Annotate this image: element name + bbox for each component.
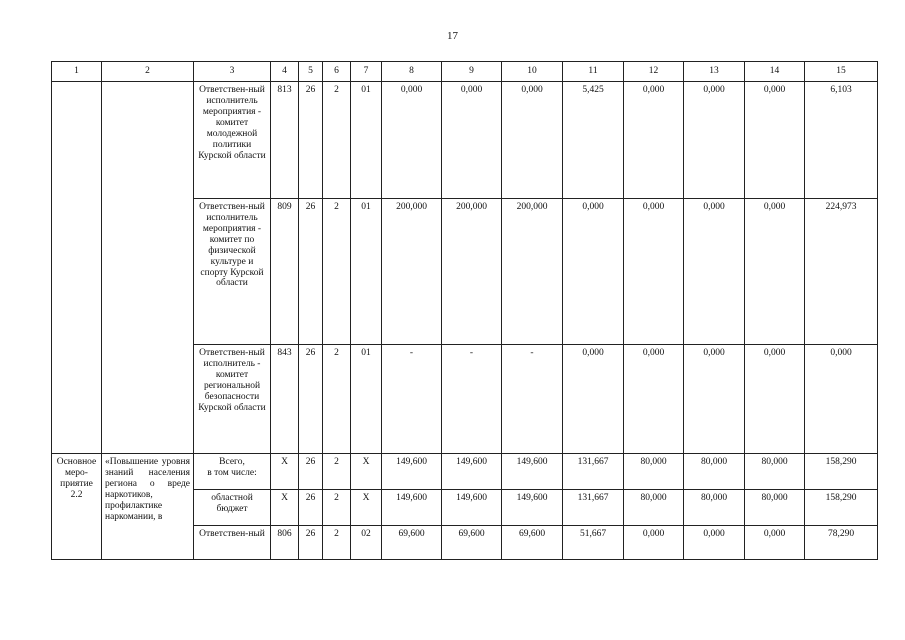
executor-cell: Ответствен-ный исполнитель - комитет региональной безопасности Курской области [194, 345, 271, 454]
header-cell: 10 [502, 62, 563, 82]
table-cell: 2 [323, 345, 351, 454]
table-cell: 0,000 [745, 526, 805, 560]
header-cell: 14 [745, 62, 805, 82]
table-cell: 149,600 [502, 490, 563, 526]
header-cell: 12 [624, 62, 684, 82]
table-cell: 200,000 [502, 199, 563, 345]
executor-cell: Ответствен-ный [194, 526, 271, 560]
table-cell: 843 [271, 345, 299, 454]
table-cell: 158,290 [805, 454, 878, 490]
total-label: Всего, [219, 457, 245, 467]
table-cell: 26 [299, 526, 323, 560]
header-cell: 6 [323, 62, 351, 82]
table-cell: 26 [299, 82, 323, 199]
activity-name-cell: «Повышение уровня знаний населения региона о вреде наркотиков, профилактике наркомании, в [102, 454, 194, 560]
table-cell: 149,600 [382, 454, 442, 490]
table-cell: - [442, 345, 502, 454]
table-cell: 01 [351, 199, 382, 345]
page-number: 17 [447, 30, 458, 42]
table-cell: 5,425 [563, 82, 624, 199]
table-cell: Х [271, 454, 299, 490]
table-cell: 26 [299, 345, 323, 454]
table-cell: 0,000 [624, 82, 684, 199]
activity-code-cell: Основное меро-приятие 2.2 [52, 454, 102, 560]
header-cell: 8 [382, 62, 442, 82]
table-cell: 200,000 [382, 199, 442, 345]
table-cell: 78,290 [805, 526, 878, 560]
table-cell: 131,667 [563, 454, 624, 490]
header-row [52, 62, 878, 82]
table-cell: 0,000 [563, 199, 624, 345]
table-cell: Х [271, 490, 299, 526]
table-cell: 0,000 [745, 82, 805, 199]
header-cell: 4 [271, 62, 299, 82]
header-cell: 11 [563, 62, 624, 82]
table-cell: 26 [299, 490, 323, 526]
table-cell: 26 [299, 199, 323, 345]
table-cell: 0,000 [624, 526, 684, 560]
table-cell: 26 [299, 454, 323, 490]
table-cell: 69,600 [382, 526, 442, 560]
table-cell: 80,000 [624, 454, 684, 490]
table-cell: 0,000 [442, 82, 502, 199]
table-cell: 131,667 [563, 490, 624, 526]
table-cell: 0,000 [684, 199, 745, 345]
executor-cell: Ответствен-ный исполнитель мероприятия - комитет молодежной политики Курской области [194, 82, 271, 199]
including-label: в том числе: [207, 467, 257, 478]
table-cell: 149,600 [442, 454, 502, 490]
table-cell: 80,000 [684, 490, 745, 526]
table-cell: Х [351, 490, 382, 526]
table-cell: 0,000 [684, 526, 745, 560]
header-cell: 9 [442, 62, 502, 82]
table-cell: 806 [271, 526, 299, 560]
table-cell: 224,973 [805, 199, 878, 345]
table-cell: 0,000 [624, 199, 684, 345]
header-cell: 1 [52, 62, 102, 82]
table-cell: 80,000 [684, 454, 745, 490]
table-cell: 0,000 [684, 345, 745, 454]
table-cell: - [502, 345, 563, 454]
table-cell: 0,000 [624, 345, 684, 454]
table-cell: 80,000 [745, 454, 805, 490]
table-cell: 80,000 [745, 490, 805, 526]
table-cell: 2 [323, 526, 351, 560]
table-row [52, 82, 878, 199]
table-cell: 69,600 [502, 526, 563, 560]
table-cell: 0,000 [745, 199, 805, 345]
header-cell: 5 [299, 62, 323, 82]
table-cell: 51,667 [563, 526, 624, 560]
executor-cell: областной бюджет [194, 490, 271, 526]
empty-cell [102, 82, 194, 454]
table-cell: 0,000 [745, 345, 805, 454]
table-cell: 809 [271, 199, 299, 345]
table-row [52, 454, 878, 490]
executor-cell [194, 454, 271, 490]
table-cell: 80,000 [624, 490, 684, 526]
header-cell: 15 [805, 62, 878, 82]
table-cell: 0,000 [382, 82, 442, 199]
table-cell: 2 [323, 199, 351, 345]
table-cell: 6,103 [805, 82, 878, 199]
header-cell: 7 [351, 62, 382, 82]
table-cell: 01 [351, 345, 382, 454]
table-cell: 0,000 [684, 82, 745, 199]
table-cell: 2 [323, 82, 351, 199]
table-cell: 0,000 [502, 82, 563, 199]
header-cell: 13 [684, 62, 745, 82]
table-cell: Х [351, 454, 382, 490]
empty-cell [52, 82, 102, 454]
table-cell: 200,000 [442, 199, 502, 345]
executor-cell: Ответствен-ный исполнитель мероприятия - комитет по физической культуре и спорту Курской области [194, 199, 271, 345]
table-cell: 149,600 [502, 454, 563, 490]
table-cell: 149,600 [382, 490, 442, 526]
budget-table [51, 61, 878, 560]
table-cell: 02 [351, 526, 382, 560]
header-cell: 2 [102, 62, 194, 82]
table-cell: 0,000 [563, 345, 624, 454]
table-cell: 01 [351, 82, 382, 199]
table-cell: 2 [323, 454, 351, 490]
table-cell: 813 [271, 82, 299, 199]
table-cell: 149,600 [442, 490, 502, 526]
table-cell: 2 [323, 490, 351, 526]
table-cell: 69,600 [442, 526, 502, 560]
table-cell: - [382, 345, 442, 454]
table-cell: 158,290 [805, 490, 878, 526]
table-cell: 0,000 [805, 345, 878, 454]
header-cell: 3 [194, 62, 271, 82]
